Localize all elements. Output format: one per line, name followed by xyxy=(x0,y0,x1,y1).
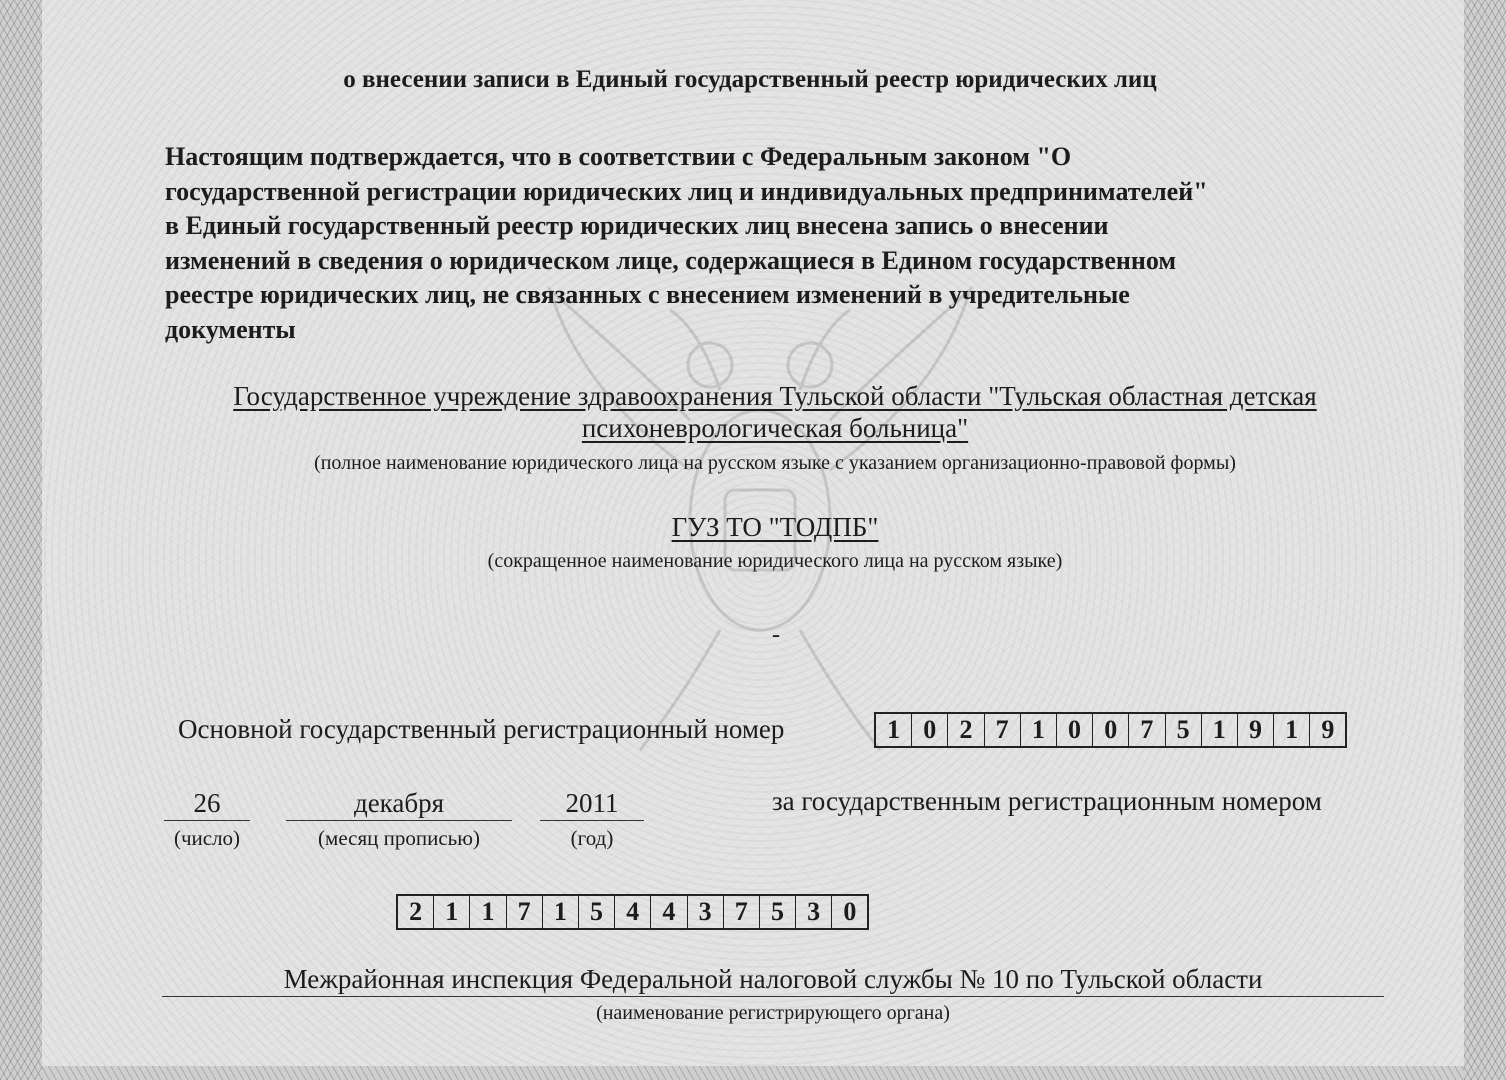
ogrn-digit: 1 xyxy=(1021,714,1057,746)
full-name-line: Государственное учреждение здравоохранения Тульской области "Тульская областная детская xyxy=(233,381,1317,411)
statement-paragraph xyxy=(165,140,1405,347)
grn-digit: 7 xyxy=(724,896,760,928)
ogrn-digit: 9 xyxy=(1321,715,1335,744)
date-day-label: (число) xyxy=(173,826,241,850)
full-name-block xyxy=(150,380,1400,444)
guilloche-border-left xyxy=(0,0,42,1080)
authority-caption: (наименование регистрирующего органа) xyxy=(596,1002,950,1024)
ogrn-digit: 0 xyxy=(1057,714,1093,746)
guilloche-border-right xyxy=(1464,0,1506,1080)
ogrn-digit: 1 xyxy=(1274,714,1310,746)
authority-underline xyxy=(162,996,1384,997)
grn-digit: 7 xyxy=(507,896,543,928)
statement-line: Настоящим подтверждается, что в соответствии с Федеральным законом "О xyxy=(165,142,1072,171)
short-name: ГУЗ ТО "ТОДПБ" xyxy=(671,512,879,542)
grn-digit: 1 xyxy=(543,896,579,928)
short-name-caption: (сокращенное наименование юридического лица на русском языке) xyxy=(487,550,1063,572)
short-name-wrap xyxy=(150,512,1400,543)
guilloche-border-bottom xyxy=(42,1066,1464,1080)
ogrn-digit: 9 xyxy=(1238,714,1274,746)
statement-line: реестре юридических лиц, не связанных с внесением изменений в учредительные xyxy=(165,280,1130,309)
ogrn-digit-boxes xyxy=(874,712,1347,748)
statement-line: изменений в сведения о юридическом лице, содержащиеся в Едином государственном xyxy=(165,245,1177,275)
ogrn-digit: 5 xyxy=(1166,714,1202,746)
grn-digit: 3 xyxy=(688,896,724,928)
ogrn-digit: 1 xyxy=(1202,714,1238,746)
registering-authority: Межрайонная инспекция Федеральной налоговой службы № 10 по Тульской области xyxy=(283,964,1263,994)
grn-digit-boxes xyxy=(396,894,869,930)
statement-line: в Единый государственный реестр юридических лиц внесена запись о внесении xyxy=(165,211,1109,240)
date-month: декабря xyxy=(286,786,512,821)
document-heading: о внесении записи в Единый государственный реестр юридических лиц xyxy=(343,66,1157,93)
grn-label: за государственным регистрационным номером xyxy=(772,786,1322,816)
grn-digit: 3 xyxy=(796,896,832,928)
ogrn-digit: 7 xyxy=(1129,714,1165,746)
full-name-line: психоневрологическая больница" xyxy=(581,413,969,443)
ogrn-digit: 7 xyxy=(985,714,1021,746)
grn-digit: 5 xyxy=(760,896,796,928)
date-year: 2011 xyxy=(540,786,644,821)
ogrn-label: Основной государственный регистрационный номер xyxy=(178,714,785,744)
separator-dash: - xyxy=(772,622,780,648)
date-month-label: (месяц прописью) xyxy=(318,826,480,850)
statement-line: государственной регистрации юридических лиц и индивидуальных предпринимателей" xyxy=(165,176,1208,206)
full-name-caption: (полное наименование юридического лица на русском языке с указанием организационно-правовой формы) xyxy=(314,452,1236,474)
ogrn-digit: 2 xyxy=(948,714,984,746)
grn-digit: 4 xyxy=(615,896,651,928)
grn-digit: 4 xyxy=(651,896,687,928)
grn-digit: 0 xyxy=(843,897,857,926)
statement-line: документы xyxy=(165,314,296,344)
ogrn-digit: 0 xyxy=(1093,714,1129,746)
date-year-label: (год) xyxy=(570,826,614,850)
grn-digit: 1 xyxy=(434,896,470,928)
date-day: 26 xyxy=(164,786,250,821)
grn-digit: 1 xyxy=(470,896,506,928)
ogrn-digit: 0 xyxy=(912,714,948,746)
ogrn-digit: 1 xyxy=(876,714,912,746)
grn-digit: 2 xyxy=(398,896,434,928)
grn-digit: 5 xyxy=(579,896,615,928)
